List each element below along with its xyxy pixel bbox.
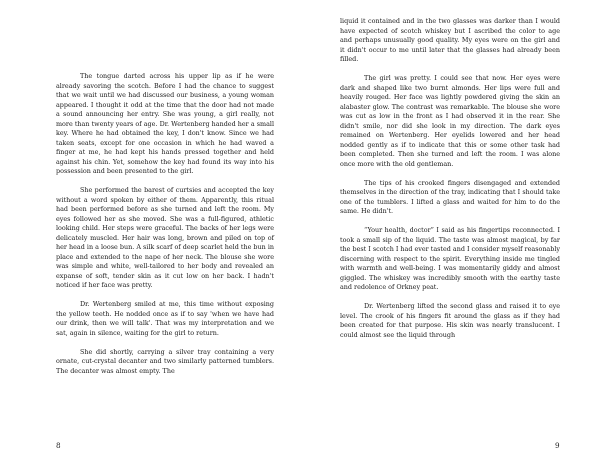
paragraph: She did shortly, carrying a silver tray containing a very ornate, cut-crystal decanter and two similarly patterned tumblers. The decanter was almost empty. The [56, 347, 274, 375]
paragraph: The girl was pretty. I could see that now. Her eyes were dark and shaped like two burnt almonds. Her lips were full and heavily rouged. Her face was lightly powdered giving the skin an alabaster glow. The contrast was remarkable. The blouse she wore was cut as low in the front as I had observed it in the rear. She didn't smile, nor did she look in my direction. The dark eyes remained on Wertenberg. Her eyelids lowered and her head nodded gently as if to indicate that this or some other task had been completed. Then she turned and left the room. I was alone once more with the old gentleman. [340, 74, 560, 168]
page-number: 9 [555, 441, 560, 450]
paragraph: “Your health, doctor” I said as his fingertips reconnected. I took a small sip of the liquid. The taste was almost magical, by far the best I scotch I had ever tasted and I consider myself reasonably discerning with respect to the spirit. Everything inside me tingled with warmth and well-being. I was momentarily giddy and almost giggled. The whiskey was incredibly smooth with the earthy taste and redolence of Orkney peat. [340, 226, 560, 291]
left-page-text [56, 72, 274, 386]
paragraph: The tips of his crooked fingers disengaged and extended themselves in the direction of the tray, indicating that I should take one of the tumblers. I lifted a glass and waited for him to do the same. He didn't. [340, 178, 560, 215]
paragraph: Dr. Wertenberg lifted the second glass and raised it to eye level. The crook of his fingers fit around the glass as if they had been created for that purpose. His skin was nearly translucent. I could almost see the liquid through [340, 302, 560, 339]
paragraph: She performed the barest of curtsies and accepted the key without a word spoken by either of them. Apparently, this ritual had been performed before as she turned and left the room. My eyes followed her as she moved. She was a full-figured, athletic looking child. Her steps were graceful. The backs of her legs were delicately muscled. Her hair was long, brown and piled on top of her head in a loose bun. A silk scarf of deep scarlet held the bun in place and extended to the nape of her neck. The blouse she wore was simple and white, well-tailored to her body and revealed an expanse of soft, tender skin as it cut low on her back. I hadn't noticed if her face was pretty. [56, 186, 274, 289]
right-page [300, 0, 600, 463]
page-number: 8 [56, 441, 61, 450]
paragraph: The tongue darted across his upper lip as if he were already savoring the scotch. Before I had the chance to suggest that we wait until we had discussed our business, a young woman appeared. I thought it odd at the time that the door had not made a sound announcing her entry. She was young, a girl really, not more than twenty years of age. Dr. Wertenberg handed her a small key. Where he had obtained the key, I don't know. Since we had taken seats, except for one occasion in which he had waved a finger at me, he had kept his hands pressed together and held against his chin. Yet, somehow the key had found its way into his possession and been presented to the girl. [56, 72, 274, 175]
right-page-text [340, 17, 560, 350]
paragraph: Dr. Wertenberg smiled at me, this time without exposing the yellow teeth. He nodded once as if to say 'when we have had our drink, then we will talk'. That was my interpretation and we sat, again in silence, waiting for the girl to return. [56, 300, 274, 337]
paragraph: liquid it contained and in the two glasses was darker than I would have expected of scotch whiskey but I ascribed the color to age and perhaps unusually good quality. My eyes were on the girl and it didn't occur to me until later that the glasses had already been filled. [340, 17, 560, 63]
